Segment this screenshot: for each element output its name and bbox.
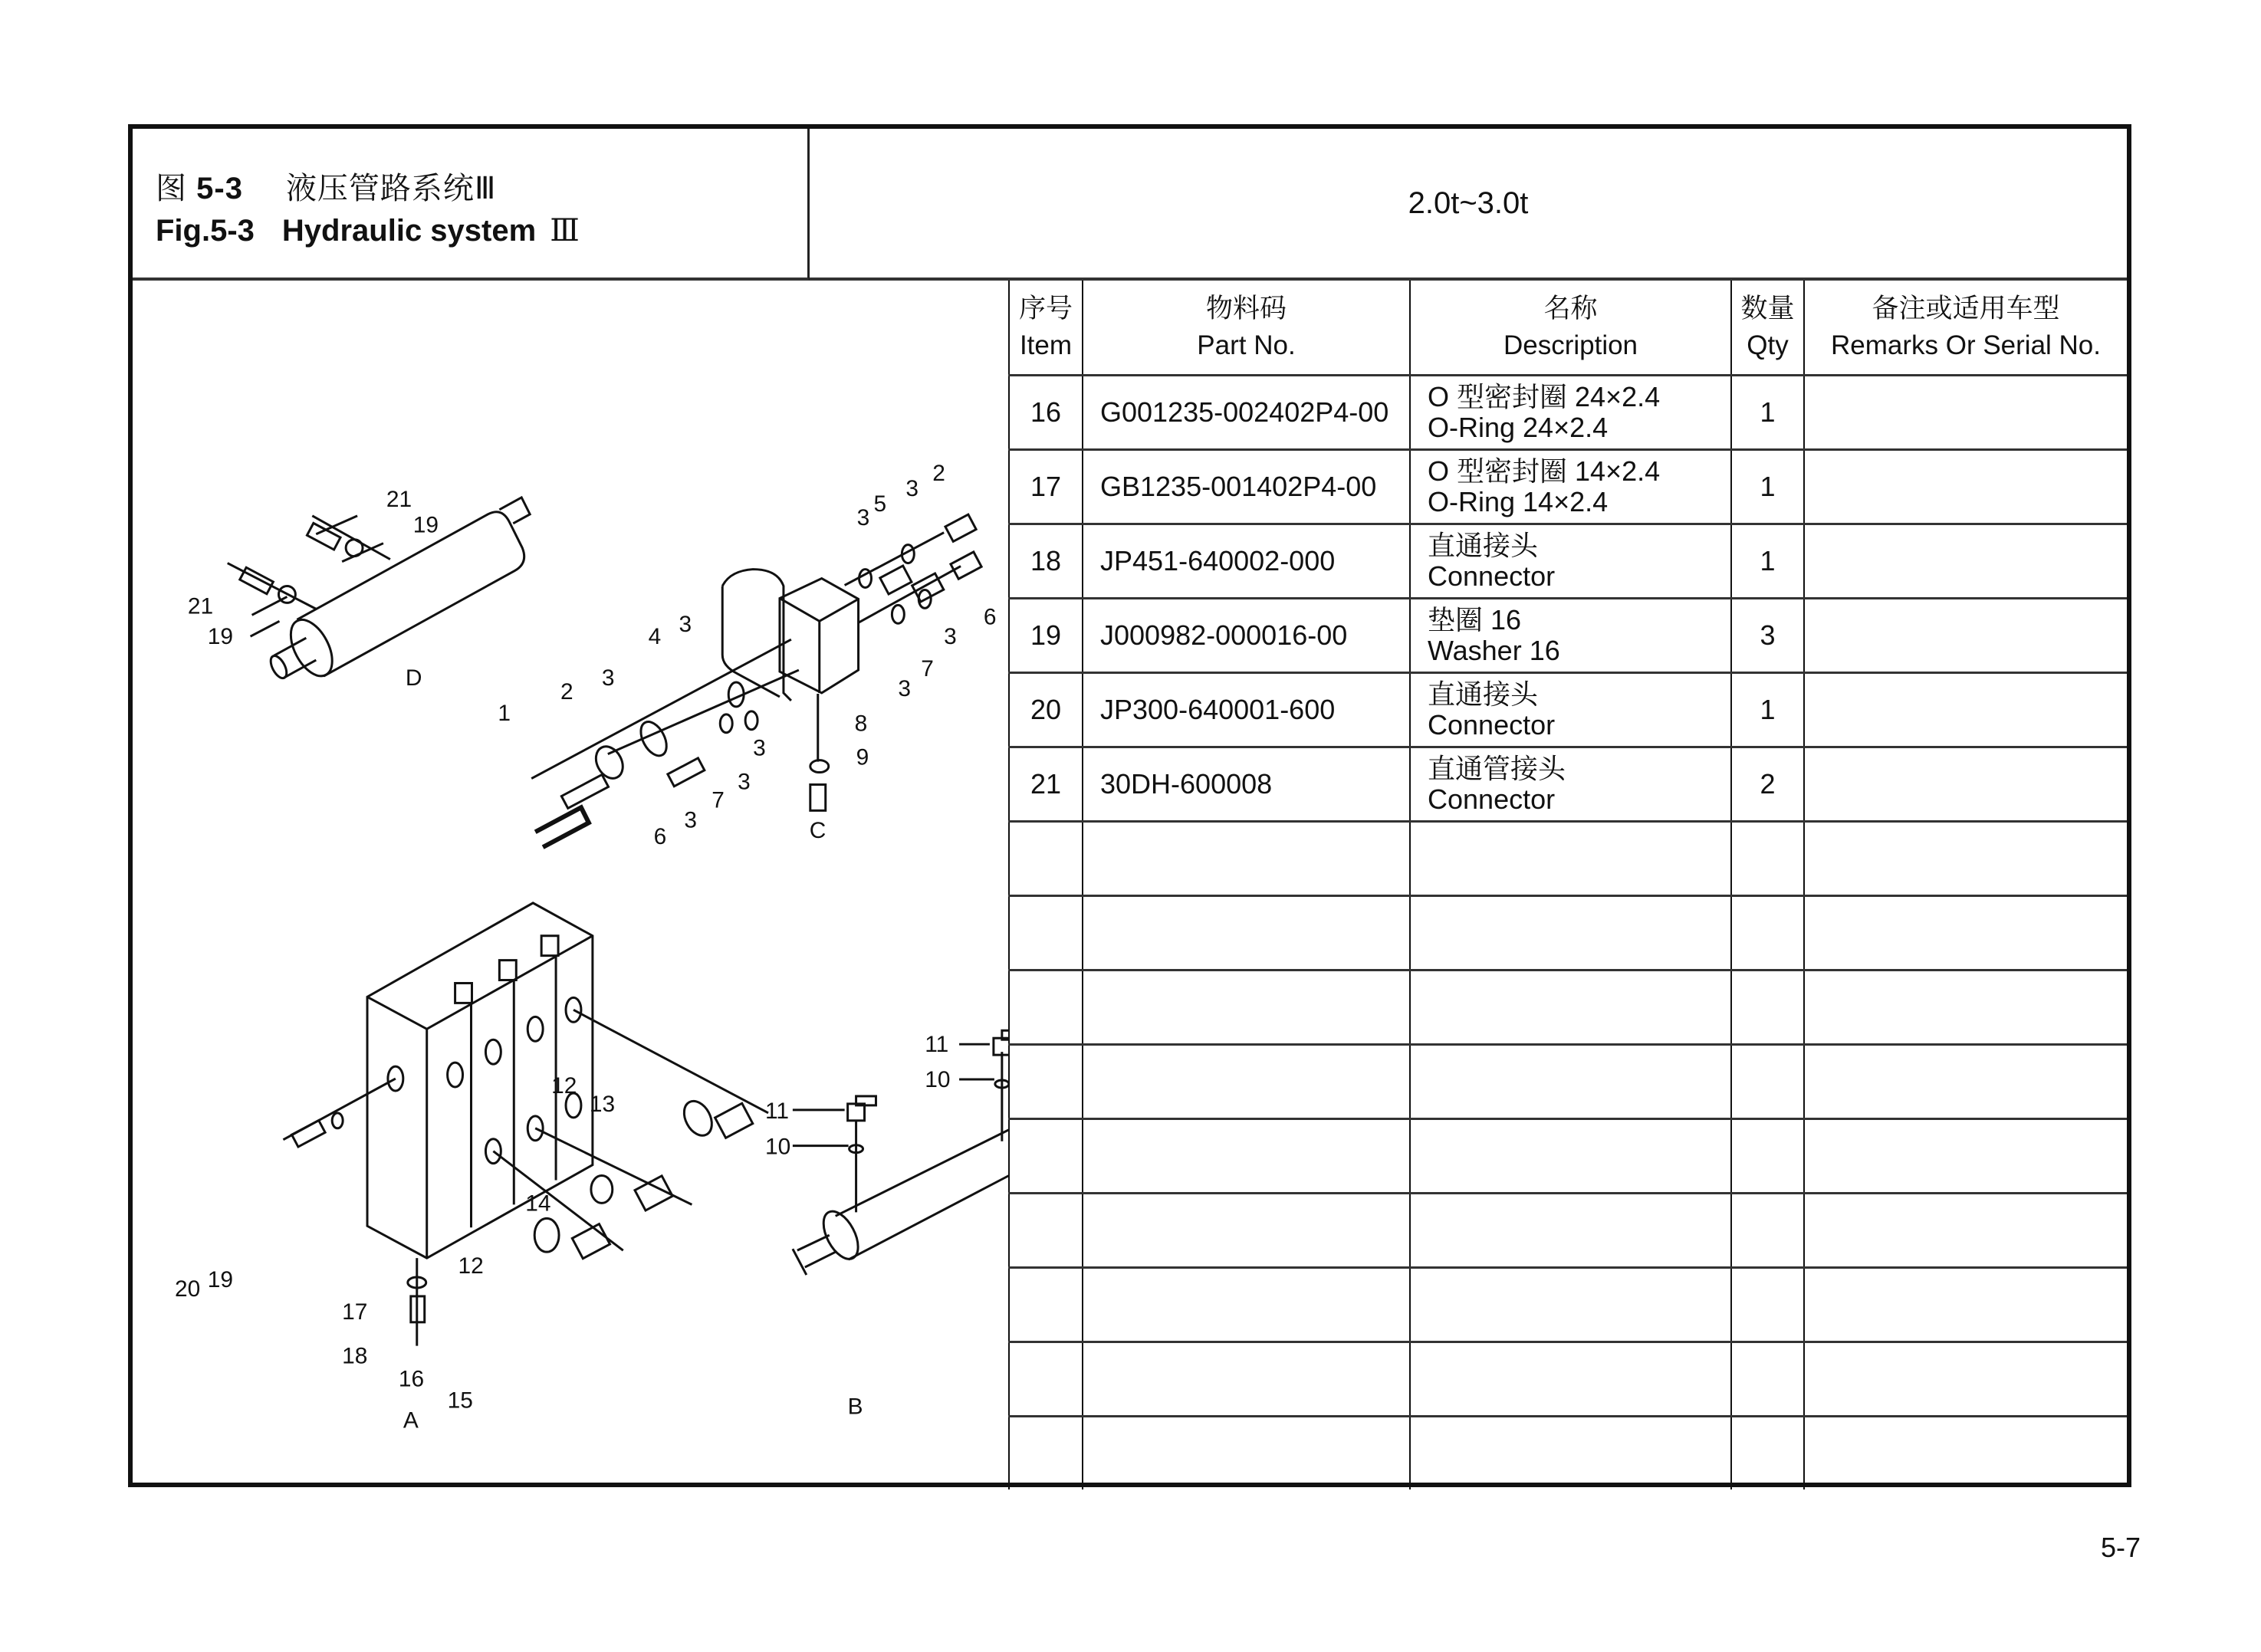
callout-3: 3 [856,504,870,530]
item-cell [1009,1194,1083,1268]
callout-14: 14 [525,1191,551,1217]
title-chinese-text: 液压管路系统Ⅲ [285,172,497,205]
table-row [1009,822,2127,896]
remarks-cell [1804,1119,2127,1194]
part-no-cell [1083,822,1410,896]
callout-11: 11 [765,1098,790,1124]
callout-3: 3 [898,675,911,701]
view-label-b: B [847,1394,863,1420]
column-header-qty: 数量 Qty [1731,281,1804,376]
item-cell: 19 [1009,599,1083,673]
callout-2: 2 [560,678,573,704]
description-en: Connector [1428,709,1556,741]
table-row [1009,1417,2127,1490]
description-en: O-Ring 24×2.4 [1428,412,1609,443]
description-en: Washer 16 [1428,635,1560,666]
callout-3: 3 [684,807,698,833]
description-cn: O 型密封圈 24×2.4 [1428,381,1661,412]
item-cell [1009,1045,1083,1119]
part-no-cell [1083,1342,1410,1417]
exploded-parts-diagram [133,281,1008,1483]
item-cell: 21 [1009,747,1083,822]
hydraulic-diagram-svg [133,281,1008,1483]
description-cell [1410,1194,1731,1268]
callout-10: 10 [925,1066,951,1092]
callout-6: 6 [653,824,667,850]
remarks-cell [1804,1194,2127,1268]
callout-13: 13 [589,1091,616,1117]
qty-cell: 1 [1731,673,1804,747]
item-cell [1009,1342,1083,1417]
table-row [1009,1119,2127,1194]
description-cell [1410,971,1731,1045]
qty-cell [1731,822,1804,896]
callout-labels [175,461,997,1433]
description-cell [1410,1417,1731,1490]
table-row [1009,1342,2127,1417]
parts-table [1008,281,2127,1489]
view-label-d: D [405,665,422,691]
callout-11: 11 [925,1032,949,1058]
qty-cell [1731,1268,1804,1342]
callout-7: 7 [711,787,725,813]
table-header-row [1009,281,2127,376]
qty-cell [1731,1417,1804,1490]
description-en: Connector [1428,560,1556,592]
part-no-cell [1083,896,1410,971]
callout-3: 3 [753,735,766,761]
table-row [1009,376,2127,450]
callout-10: 10 [765,1134,791,1160]
callout-3: 3 [944,624,957,650]
item-cell: 16 [1009,376,1083,450]
parts-catalog-frame [128,124,2131,1487]
part-no-cell: G001235-002402P4-00 [1083,376,1410,450]
description-cell [1410,673,1731,747]
column-header-description: 名称 Description [1410,281,1731,376]
callout-4: 4 [648,624,662,650]
title-english-text: Hydraulic system [281,214,537,248]
remarks-cell [1804,896,2127,971]
remarks-cell [1804,822,2127,896]
view-label-c: C [809,818,827,844]
description-cell [1410,1119,1731,1194]
description-cn: 垫圈 16 [1428,604,1522,636]
description-cell [1410,1342,1731,1417]
qty-cell [1731,971,1804,1045]
callout-20: 20 [174,1276,201,1302]
table-row [1009,896,2127,971]
figure-title-block [133,129,810,281]
part-no-cell [1083,1417,1410,1490]
part-no-cell [1083,1119,1410,1194]
view-label-a: A [403,1407,419,1434]
description-en: Connector [1428,783,1556,815]
part-no-cell [1083,1045,1410,1119]
description-cell [1410,1045,1731,1119]
remarks-cell [1804,1045,2127,1119]
qty-cell: 1 [1731,524,1804,599]
column-header-item: 序号 Item [1009,281,1083,376]
view-b-cylinder [793,1030,1008,1275]
qty-cell [1731,1342,1804,1417]
description-cell [1410,747,1731,822]
callout-19: 19 [207,1266,234,1292]
callout-15: 15 [447,1388,473,1414]
qty-cell: 3 [1731,599,1804,673]
description-cn: 直通管接头 [1428,753,1566,784]
description-cell [1410,450,1731,524]
view-a-control-valve [283,903,768,1346]
callout-18: 18 [342,1343,368,1369]
description-cell [1410,599,1731,673]
callout-12: 12 [551,1072,577,1099]
remarks-cell [1804,1417,2127,1490]
table-row [1009,1194,2127,1268]
remarks-cell [1804,971,2127,1045]
callout-5: 5 [873,491,887,517]
part-no-cell [1083,1194,1410,1268]
part-no-cell: GB1235-001402P4-00 [1083,450,1410,524]
view-d-cylinder [228,498,530,683]
qty-cell [1731,1194,1804,1268]
description-en: O-Ring 14×2.4 [1428,486,1609,517]
item-cell [1009,1119,1083,1194]
callout-3: 3 [679,612,692,638]
description-cn: 直通接头 [1428,530,1539,561]
figure-number: 5-3 [196,172,243,205]
item-cell: 18 [1009,524,1083,599]
callout-12: 12 [458,1253,484,1279]
item-cell [1009,1417,1083,1490]
table-row [1009,450,2127,524]
view-c-valve-block [531,514,981,850]
callout-3: 3 [601,665,615,691]
title-chinese: 图 5-3 液压管路系统Ⅲ [156,172,497,205]
callout-9: 9 [856,744,869,770]
figure-label: Fig.5-3 [156,214,255,248]
item-cell [1009,971,1083,1045]
remarks-cell [1804,1342,2127,1417]
model-range: 2.0t~3.0t [1408,186,1529,220]
callout-21: 21 [187,593,214,619]
column-header-part-no: 物料码 Part No. [1083,281,1410,376]
table-row [1009,1045,2127,1119]
qty-cell: 1 [1731,376,1804,450]
table-row [1009,599,2127,673]
model-range-cell [810,129,2127,281]
callout-1: 1 [498,700,511,726]
table-row [1009,524,2127,599]
callout-21: 21 [386,486,412,512]
callout-8: 8 [854,711,868,737]
table-row [1009,971,2127,1045]
remarks-cell [1804,376,2127,450]
part-no-cell [1083,1268,1410,1342]
description-cn: 直通接头 [1428,678,1539,710]
description-cn: O 型密封圈 14×2.4 [1428,455,1661,487]
page-number: 5-7 [2101,1532,2141,1563]
callout-7: 7 [921,656,934,682]
item-cell [1009,896,1083,971]
description-cell [1410,822,1731,896]
callout-17: 17 [342,1299,368,1325]
description-cell [1410,524,1731,599]
callout-16: 16 [398,1366,425,1392]
remarks-cell [1804,524,2127,599]
description-cell [1410,896,1731,971]
qty-cell: 1 [1731,450,1804,524]
table-row [1009,747,2127,822]
qty-cell [1731,1119,1804,1194]
callout-19: 19 [207,624,234,650]
part-no-cell: 30DH-600008 [1083,747,1410,822]
remarks-cell [1804,673,2127,747]
title-english: Fig.5-3 Hydraulic system Ⅲ [156,213,580,248]
qty-cell [1731,1045,1804,1119]
part-no-cell: JP451-640002-000 [1083,524,1410,599]
remarks-cell [1804,747,2127,822]
callout-2: 2 [932,461,945,487]
item-cell [1009,822,1083,896]
table-row [1009,673,2127,747]
qty-cell [1731,896,1804,971]
callout-3: 3 [738,769,751,795]
part-no-cell: JP300-640001-600 [1083,673,1410,747]
callout-19: 19 [412,512,439,538]
callout-6: 6 [983,604,997,630]
remarks-cell [1804,599,2127,673]
item-cell: 17 [1009,450,1083,524]
callout-3: 3 [905,475,919,501]
qty-cell: 2 [1731,747,1804,822]
description-cell [1410,1268,1731,1342]
part-no-cell: J000982-000016-00 [1083,599,1410,673]
remarks-cell [1804,450,2127,524]
remarks-cell [1804,1268,2127,1342]
parts-table-container [1008,281,2127,1483]
part-no-cell [1083,971,1410,1045]
description-cell [1410,376,1731,450]
item-cell: 20 [1009,673,1083,747]
item-cell [1009,1268,1083,1342]
column-header-remarks: 备注或适用车型 Remarks Or Serial No. [1804,281,2127,376]
table-row [1009,1268,2127,1342]
